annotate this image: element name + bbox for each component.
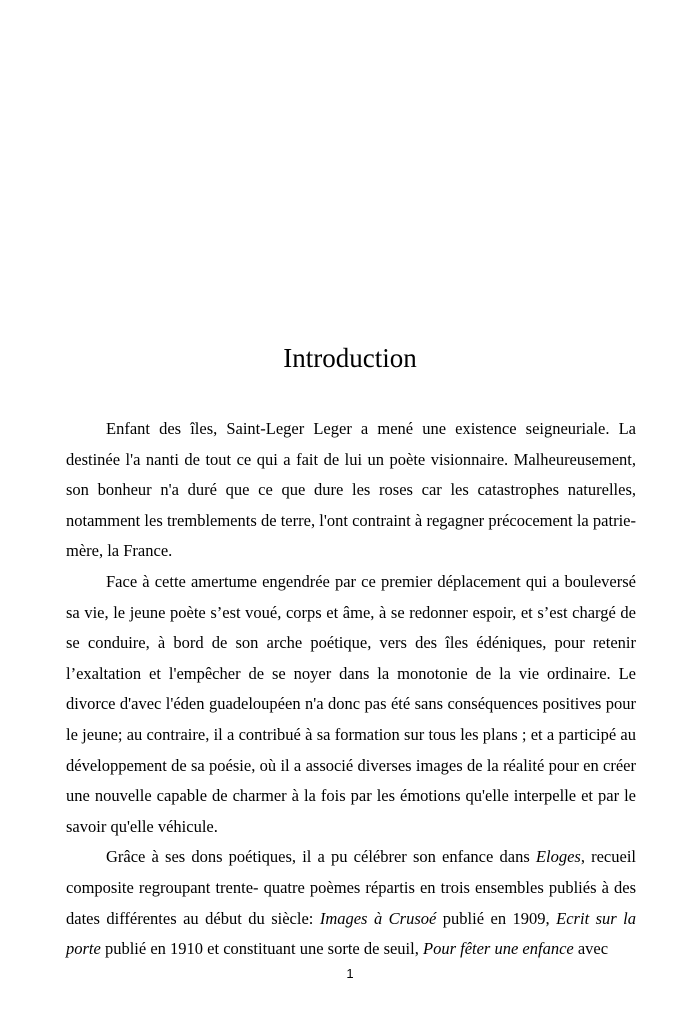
paragraph-1: Enfant des îles, Saint-Leger Leger a mené une existence seigneuriale. La destinée l'a nanti de tout ce qui a fait de lui un poète visionnaire. Malheureusement, son bonheur n'a duré que ce que dure les roses car les catastrophes naturelles, notamment les tremblements de terre, l'ont contraint à regagner précocement la patrie-mère, la France. — [66, 419, 636, 561]
body-text — [66, 414, 636, 965]
paragraph-3-text-3: publié en 1909, — [436, 908, 557, 928]
page-title: Introduction — [283, 343, 417, 373]
paragraph-3-text-5: avec — [573, 939, 609, 959]
work-title-ecrit-sur-la-porte: Ecrit sur la porte — [66, 908, 637, 959]
paragraph-2: Face à cette amertume engendrée par ce premier déplacement qui a bouleversé sa vie, le jeune poète s’est voué, corps et âme, à se redonner espoir, et s’est chargé de se conduire, à bord de son arche poétique, vers des îles édéniques, pour retenir l’exaltation et l'empêcher de se noyer dans la monotonie de la vie ordinaire. Le divorce d'avec l'éden guadeloupéen n'a donc pas été sans conséquences positives pour le jeune; au contraire, il a contribué à sa formation sur tous les plans ; et a participé au développement de sa poésie, où il a associé diverses images de la réalité pour en créer une nouvelle capable de charmer à la fois par les émotions qu'elle interpelle et par le savoir qu'elle véhicule. — [66, 571, 636, 836]
paragraph-3 — [66, 842, 636, 964]
paragraph-3-text-4: publié en 1910 et constituant une sorte de seuil, — [100, 939, 423, 959]
work-title-images-a-crusoe: Images à Crusoé — [319, 908, 437, 928]
paragraph-3-text-1: Grâce à ses dons poétiques, il a pu célébrer son enfance dans — [106, 847, 536, 867]
page-number: 1 — [346, 966, 354, 981]
paragraph-3-text-2: , recueil composite regroupant trente- quatre poèmes répartis en trois ensembles publiés à des dates différentes au début du siècle: — [66, 847, 636, 928]
work-title-eloges: Eloges — [535, 847, 581, 867]
work-title-pour-feter-une-enfance: Pour fêter une enfance — [422, 939, 574, 959]
